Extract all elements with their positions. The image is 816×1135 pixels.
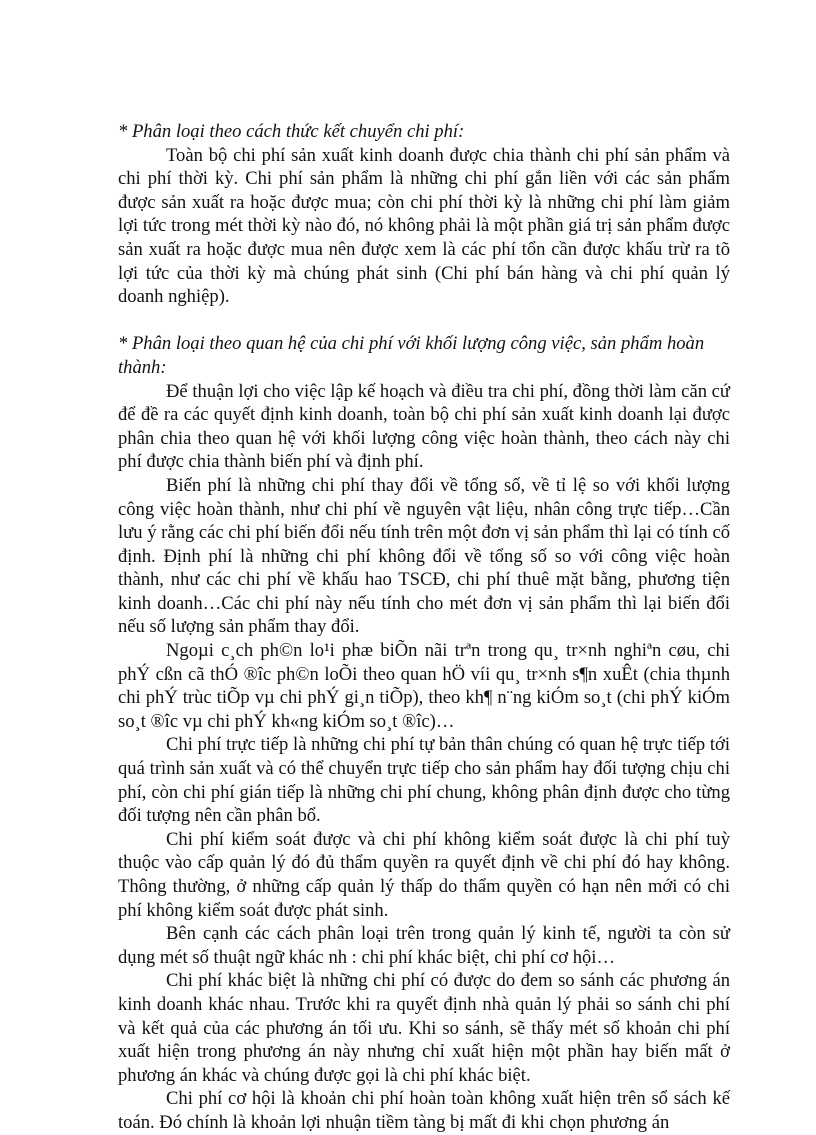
paragraph-other-terms: Bên cạnh các cách phân loại trên trong quản lý kinh tế, người ta còn sử dụng mét số thuật ngữ khác nh : chi phí khác biệt, chi phí cơ hội… [118,923,730,968]
spacer [118,309,730,333]
paragraph-controllable-costs: Chi phí kiểm soát được và chi phí không kiểm soát được là chi phí tuỳ thuộc vào cấp quản lý đó đủ thẩm quyền ra quyết định về chi phí đó hay không. Thông thường, ở những cấp quản lý thấp do thẩm quyền có hạn nên mới có chi phí không kiểm soát được phát sinh. [118,828,730,921]
paragraph-product-period-costs: Toàn bộ chi phí sản xuất kinh doanh được chia thành chi phí sản phẩm và chi phí thời kỳ. Chi phí sản phẩm là những chi phí gắn liền với các sản phẩm được sản xuất ra hoặc được mua; còn chi phí thời kỳ là những chi phí làm giảm lợi tức trong mét thời kỳ nào đó, nó không phải là một phần giá trị sản phẩm được sản xuất ra hoặc được mua nên được xem là các phí tổn cần được khấu trừ ra tõ lợi tức của thời kỳ mà chúng phát sinh (Chi phí bán hàng và chi phí quản lý doanh nghiệp). [118,144,730,308]
paragraph-other-classifications: Ngoµi c¸ch ph©n lo¹i phæ biÕn nãi trªn trong qu¸ tr×nh nghiªn cøu, chi phÝ cßn cã thÓ ®îc ph©n loÕi theo quan hÖ víi qu¸ tr×nh s¶n xuÊt (chia thµnh chi phÝ trùc tiÕp vµ chi phÝ gi¸n tiÕp), theo kh¶ n¨ng kiÓm so¸t (chi phÝ kiÓm so¸t ®îc vµ chi phÝ kh«ng kiÓm so¸t ®îc)… [118,640,730,732]
paragraph-opportunity-costs: Chi phí cơ hội là khoản chi phí hoàn toàn không xuất hiện trên sổ sách kế toán. Đó chính là khoản lợi nhuận tiềm tàng bị mất đi khi chọn phương án [118,1088,730,1133]
paragraph-planning-classification: Để thuận lợi cho việc lập kế hoạch và điều tra chi phí, đồng thời làm căn cứ để đề ra các quyết định kinh doanh, toàn bộ chi phí sản xuất kinh doanh lại được phân chia theo quan hệ với khối lượng công việc hoàn thành, theo cách này chi phí được chia thành biến phí và định phí. [118,380,730,473]
document-page [118,120,730,1135]
section-heading-cost-volume: * Phân loại theo quan hệ của chi phí với khối lượng công việc, sản phẩm hoàn thành: [118,333,705,378]
paragraph-differential-costs: Chi phí khác biệt là những chi phí có được do đem so sánh các phương án kinh doanh khác nhau. Trước khi ra quyết định nhà quản lý phải so sánh chi phí và kết quả của các phương án tối ưu. Khi so sánh, sẽ thấy mét số khoản chi phí xuất hiện trong phương án này nhưng chỉ xuất hiện một phần hay biến mất ở phương án khác và chúng được gọi là chi phí khác biệt. [118,970,730,1086]
paragraph-direct-indirect-costs: Chi phí trực tiếp là những chi phí tự bản thân chúng có quan hệ trực tiếp tới quá trình sản xuất và có thể chuyển trực tiếp cho sản phẩm hay đối tượng chịu chi phí, còn chi phí gián tiếp là những chi phí chung, không phân định được cho từng đối tượng nên cần phân bổ. [118,734,730,827]
section-heading-cost-transfer: * Phân loại theo cách thức kết chuyển chi phí: [118,121,465,142]
paragraph-variable-fixed-costs: Biến phí là những chi phí thay đổi về tổng số, về tỉ lệ so với khối lượng công việc hoàn thành, như chi phí về nguyên vật liệu, nhân công trực tiếp…Cần lưu ý rằng các chi phí biến đổi nếu tính trên một đơn vị sản phẩm thì lại có tính cố định. Định phí là những chi phí không đổi về tổng số so với công việc hoàn thành, như các chi phí về khấu hao TSCĐ, chi phí thuê mặt bằng, phương tiện kinh doanh…Các chi phí này nếu tính cho mét đơn vị sản phẩm thì lại biến đổi nếu số lượng sản phẩm thay đổi. [118,474,730,638]
